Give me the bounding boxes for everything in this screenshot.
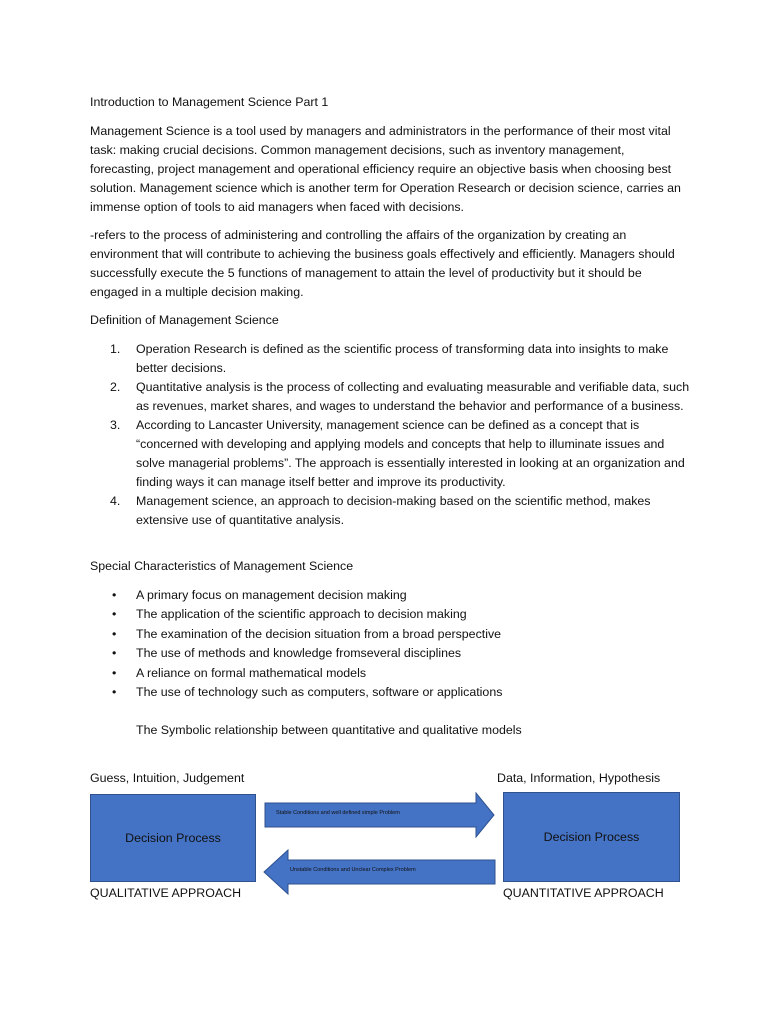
bullet-icon: • [112,588,117,602]
document-title: Introduction to Management Science Part 1 [90,95,329,109]
definition-list [90,340,690,530]
list-number: 3. [110,418,121,432]
list-item [90,416,690,492]
list-text: A reliance on formal mathematical models [136,665,367,680]
characteristics-list [90,586,690,702]
right-box-label: Decision Process [543,830,640,844]
list-item [90,683,690,702]
left-box-label: Decision Process [125,831,221,845]
symbolic-heading: The Symbolic relationship between quantitative and qualitative models [136,723,522,737]
list-text: The use of methods and knowledge fromseveral disciplines [136,646,462,661]
list-item [90,340,690,378]
list-text: Management science, an approach to decision-making based on the scientific method, makes extensive use of quantitative analysis. [136,494,651,527]
list-text: The use of technology such as computers, software or applications [136,685,503,700]
list-number: 1. [110,342,121,356]
bullet-icon: • [112,626,117,641]
list-text: Quantitative analysis is the process of collecting and evaluating measurable and verifiable data, such as revenues, market shares, and wages to understand the behavior and performance of a business. [136,380,690,413]
list-item [90,644,690,663]
list-text: The examination of the decision situation from a broad perspective [136,626,502,641]
list-number: 4. [110,494,121,508]
left-top-label: Guess, Intuition, Judgement [90,771,245,785]
bullet-icon: • [112,607,117,622]
list-number: 2. [110,380,121,394]
list-item [90,664,690,683]
list-item [90,492,690,530]
list-item [90,378,690,416]
quantitative-label: QUANTITATIVE APPROACH [503,886,664,900]
bullet-icon: • [112,646,117,661]
bullet-icon: • [112,685,117,700]
characteristics-heading: Special Characteristics of Management Science [90,559,354,573]
left-arrow-text: Unstable Conditions and Unclear Complex Problem [290,867,416,873]
list-text: A primary focus on management decision making [136,588,407,602]
list-item [90,586,690,605]
right-top-label: Data, Information, Hypothesis [497,771,661,785]
intro-paragraph: Management Science is a tool used by managers and administrators in the performance of their most vital task: making crucial decisions. Common management decisions, such as inventory management, forecasting, project management and operational efficiency require an objective basis when choosing best solution. Management science which is another term for Operation Research or decision science, carries an immense option of tools to aid managers when faced with decisions. [90,124,681,214]
definition-heading: Definition of Management Science [90,313,279,327]
right-decision-box [503,792,680,882]
left-decision-box [90,794,256,882]
right-arrow-text: Stable Conditions and well defined simple Problem [276,810,400,816]
list-item [90,625,690,644]
bullet-icon: • [112,665,117,680]
refers-paragraph: -refers to the process of administering and controlling the affairs of the organization by creating an environment that will contribute to achieving the business goals effectively and efficiently. Managers should successfully execute the 5 functions of management to attain the level of productivity but it should be engaged in a multiple decision making. [90,228,675,299]
list-text: The application of the scientific approach to decision making [136,607,467,622]
list-text: Operation Research is defined as the scientific process of transforming data into insights to make better decisions. [136,342,669,375]
list-item [90,605,690,624]
qualitative-label: QUALITATIVE APPROACH [90,886,242,900]
list-text: According to Lancaster University, management science can be defined as a concept that is “concerned with developing and applying models and concepts that help to illuminate issues and solve managerial problems”. The approach is essentially interested in looking at an organization and finding ways it can manage itself better and improve its productivity. [136,418,685,489]
